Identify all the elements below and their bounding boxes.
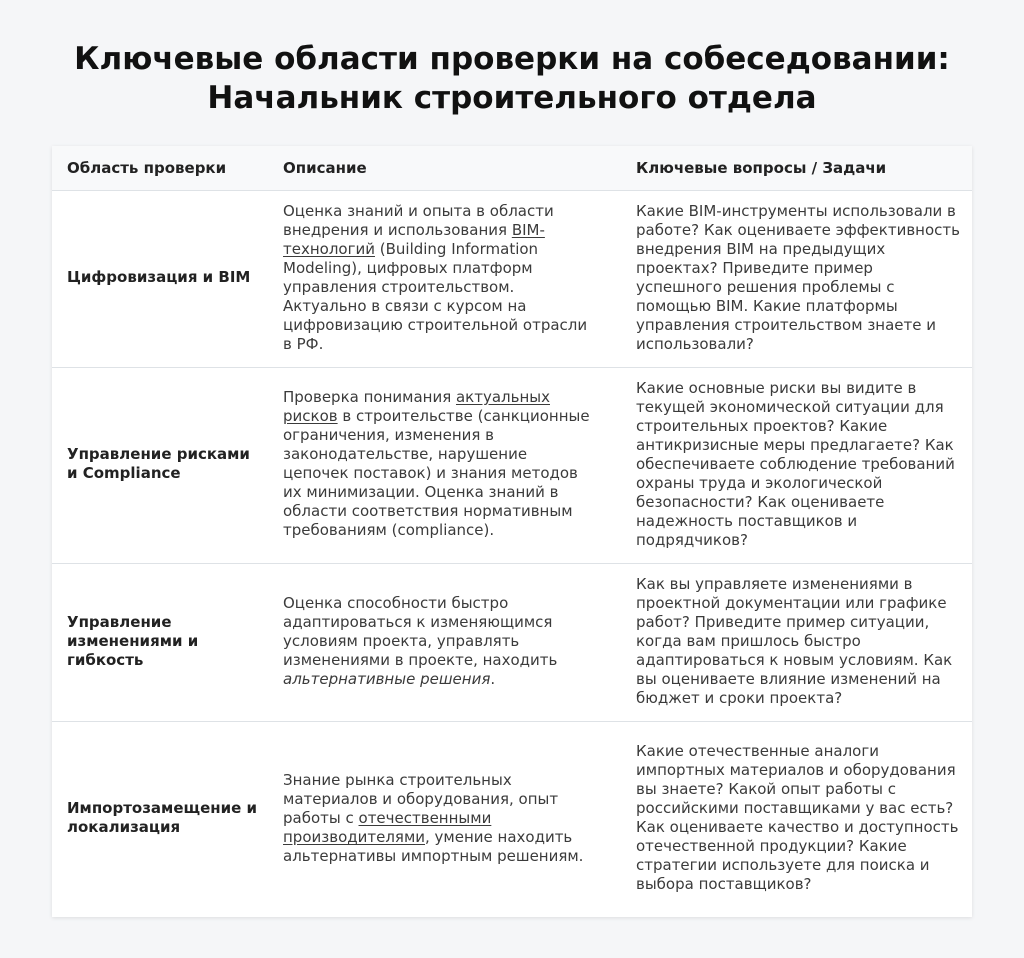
table-card [52, 146, 972, 917]
row-area: Импортозамещение и локализация [67, 799, 258, 837]
header-questions: Ключевые вопросы / Задачи [636, 158, 887, 177]
row-area: Управление изменениями и гибкость [67, 612, 199, 669]
table-row [52, 563, 972, 721]
table-row [52, 190, 972, 367]
row-description [268, 563, 604, 721]
description-link[interactable]: отечественными производителями [283, 808, 492, 846]
row-description [268, 190, 604, 367]
page-title-line-1: Ключевые области проверки на собеседовании: [74, 41, 950, 77]
description-text: в строительстве (санкционные ограничения, изменения в законодательстве, нарушение цепочек поставок) и знания методов их минимизации. Оценка знаний в области соответствия нормативным требованиям (compliance). [283, 407, 590, 539]
row-description [268, 721, 604, 917]
description-link[interactable]: актуальных рисков [283, 388, 550, 425]
interview-areas-table [52, 146, 972, 917]
description-emphasis: альтернативные решения [283, 669, 491, 688]
row-questions: Какие основные риски вы видите в текущей экономической ситуации для строительных проектов? Какие антикризисные меры предлагаете? Как обеспечиваете соблюдение требований охраны труда и экологической безопасности? Как оцениваете надежность поставщиков и подрядчиков? [636, 378, 955, 549]
row-description [268, 367, 604, 563]
header-description: Описание [283, 158, 367, 177]
description-text: Оценка знаний и опыта в области внедрения и использования [283, 201, 554, 239]
description-text: Знание рынка строительных материалов и оборудования, опыт работы с [283, 770, 559, 827]
table-row [52, 721, 972, 917]
row-area: Управление рисками и Compliance [67, 445, 250, 482]
description-link[interactable]: BIM-технологий [283, 220, 545, 258]
row-questions: Какие BIM-инструменты использовали в работе? Как оцениваете эффективность внедрения BIM на предыдущих проектах? Приведите пример успешного решения проблемы с помощью BIM. Какие платформы управления строительством знаете и использовали? [636, 201, 960, 353]
table-row [52, 367, 972, 563]
page-title [0, 40, 1024, 118]
header-area: Область проверки [67, 158, 227, 177]
description-text: , умение находить альтернативы импортным решениям. [283, 827, 584, 865]
row-questions: Как вы управляете изменениями в проектной документации или графике работ? Приведите пример ситуации, когда вам пришлось быстро адаптироваться к новым условиям. Как вы оцениваете влияние изменений на бюджет и сроки проекта? [636, 574, 953, 707]
description-text: . [490, 669, 496, 688]
description-text: Оценка способности быстро адаптироваться к изменяющимся условиям проекта, управлять изменениями в проекте, находить [283, 593, 558, 669]
row-area: Цифровизация и BIM [67, 268, 251, 286]
description-text: (Building Information Modeling), цифровых платформ управления строительством. Актуально в связи с курсом на цифровизацию строительной отрасли в РФ. [283, 239, 588, 353]
table-header-row [52, 146, 972, 190]
description-text: Проверка понимания [283, 388, 456, 406]
page-title-line-2: Начальник строительного отдела [207, 80, 817, 116]
row-questions: Какие отечественные аналоги импортных материалов и оборудования вы знаете? Какой опыт работы с российскими поставщиками у вас есть? Как оцениваете качество и доступность отечественной продукции? Какие стратегии используете для поиска и выбора поставщиков? [636, 742, 959, 894]
